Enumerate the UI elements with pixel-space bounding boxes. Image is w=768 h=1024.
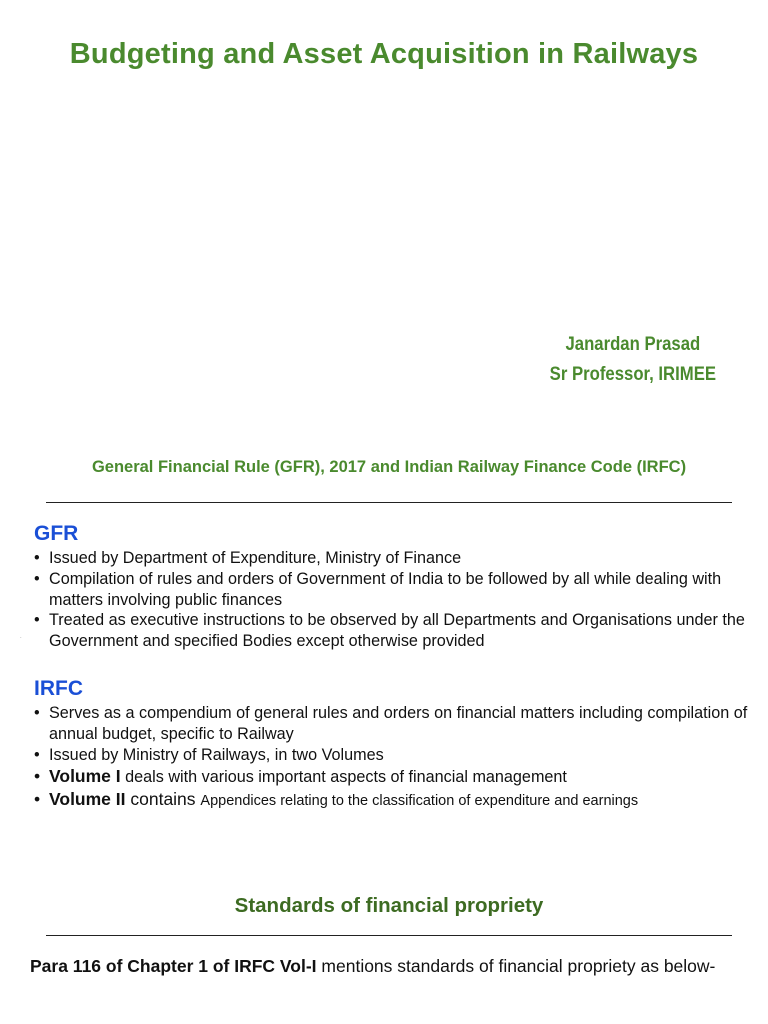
document-title: Budgeting and Asset Acquisition in Railways: [69, 38, 699, 70]
bullet-icon: •: [34, 549, 40, 567]
bullet-icon: •: [34, 704, 40, 722]
list-item: • Treated as executive instructions to be observed by all Departments and Organisations under the Government and specified Bodies except otherwise provided: [34, 611, 745, 651]
divider: [46, 502, 732, 503]
gfr-irfc-heading: General Financial Rule (GFR), 2017 and Indian Railway Finance Code (IRFC): [91, 458, 687, 476]
bullet-icon: •: [34, 766, 41, 787]
list-item-volume-2: • Volume II contains Appendices relating to the classification of expenditure and earnings: [34, 789, 639, 810]
para-reference: Para 116 of Chapter 1 of IRFC Vol-I: [30, 956, 317, 976]
author-block: [550, 330, 716, 390]
list-item: • Serves as a compendium of general rules and orders on financial matters including compilation of annual budget, specific to Railway: [34, 704, 748, 743]
bullet-icon: •: [34, 745, 40, 764]
list-item: • Issued by Department of Expenditure, Ministry of Finance: [34, 549, 462, 567]
volume-1-label: Volume I: [49, 766, 121, 787]
volume-2-label: Volume II: [49, 789, 126, 810]
bullet-icon: •: [34, 611, 40, 630]
list-item: • Compilation of rules and orders of Government of India to be followed by all while dealing with matters involving public finances: [34, 569, 722, 609]
list-item-volume-1: • Volume I deals with various important aspects of financial management: [34, 766, 567, 787]
author-designation: Sr Professor, IRIMEE: [549, 364, 716, 385]
bullet-icon: •: [34, 569, 40, 588]
author-name: Janardan Prasad: [565, 334, 701, 355]
irfc-list: [30, 703, 755, 812]
gfr-label: GFR: [34, 522, 79, 545]
list-item: • Issued by Ministry of Railways, in two Volumes: [34, 745, 384, 764]
irfc-label: IRFC: [34, 677, 83, 700]
gfr-list: [30, 548, 755, 652]
para-116-text: Para 116 of Chapter 1 of IRFC Vol-I mentions standards of financial propriety as below-: [30, 956, 716, 976]
propriety-heading: Standards of financial propriety: [234, 894, 544, 917]
bullet-icon: •: [34, 789, 41, 810]
stray-mark: .: [20, 634, 22, 640]
divider: [46, 935, 732, 936]
